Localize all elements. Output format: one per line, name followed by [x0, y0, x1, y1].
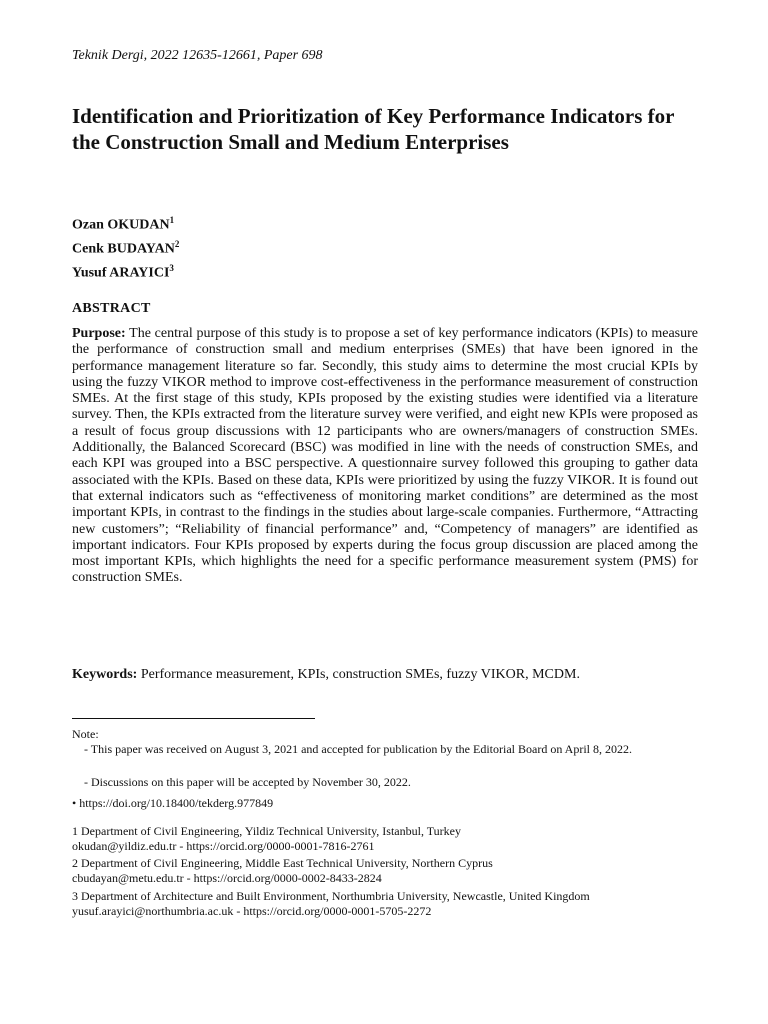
author-2: Cenk BUDAYAN$^2$	[72, 239, 180, 257]
note-label: Note:	[72, 727, 99, 741]
note-item-discussions: - Discussions on this paper will be accepted by November 30, 2022.	[84, 775, 411, 789]
author-list	[72, 211, 179, 283]
keywords-text: Performance measurement, KPIs, construction SMEs, fuzzy VIKOR, MCDM.	[140, 667, 580, 682]
journal-citation: Teknik Dergi, 2022 12635-12661, Paper 698	[72, 48, 323, 63]
note-item-received: - This paper was received on August 3, 2021 and accepted for publication by the Editorial Board on April 8, 2022.	[84, 742, 632, 756]
affiliation-1: 1 Department of Civil Engineering, Yildiz Technical University, Istanbul, Turkey okudan@yildiz.edu.tr - https://orcid.org/0000-0001-7816-2761	[72, 824, 461, 853]
author-3: Yusuf ARAYICI$^3$	[72, 263, 174, 281]
author-1: Ozan OKUDAN$^1$	[72, 215, 175, 233]
doi-link[interactable]: • https://doi.org/10.18400/tekderg.977849	[72, 796, 274, 810]
affiliation-3: 3 Department of Architecture and Built Environment, Northumbria University, Newcastle, United Kingdom yusuf.arayici@northumbria.ac.uk - https://orcid.org/0000-0001-5705-2272	[72, 889, 590, 918]
paper-title: Identification and Prioritization of Key Performance Indicators for the Construction Small and Medium Enterprises	[72, 104, 675, 154]
affiliation-2: 2 Department of Civil Engineering, Middle East Technical University, Northern Cyprus cbudayan@metu.edu.tr - https://orcid.org/0000-0002-8433-2824	[72, 856, 493, 885]
keywords-label: Keywords:	[72, 667, 138, 682]
purpose-label: Purpose:	[72, 326, 126, 341]
abstract-body	[72, 326, 698, 587]
footnote-divider	[72, 718, 315, 719]
keywords	[72, 666, 698, 683]
abstract-text: The central purpose of this study is to propose a set of key performance indicators (KPIs) to measure the performance of construction small and medium enterprises (SMEs) that have been ignored in the performance management literature so far. Secondly, this study aims to determine the most crucial KPIs by using the fuzzy VIKOR method to improve cost-effectiveness in the performance measurement of construction SMEs. At the first stage of this study, KPIs proposed by the existing studies were identified via a literature survey. Then, the KPIs extracted from the literature survey were verified, and eight new KPIs were proposed as a result of focus group discussions with 12 participants who are owners/managers of construction SMEs. Additionally, the Balanced Scorecard (BSC) was modified in line with the needs of construction SMEs, and each KPI was grouped into a BSC perspective. A questionnaire survey followed this grouping to gather data associated with the KPIs. Based on these data, KPIs were prioritized by using the fuzzy VIKOR. It is found out that external indicators such as “effectiveness of monitoring market conditions” are determined as the most important KPIs, in contrast to the findings in the studies about large-scale companies. Furthermore, “Attracting new customers”; “Reliability of financial performance” and, “Competency of managers” are identified as important indicators. Four KPIs proposed by experts during the focus group discussion are placed among the most important KPIs, which highlights the need for a specific performance measurement system (PMS) for construction SMEs.	[72, 326, 698, 586]
abstract-heading: ABSTRACT	[72, 301, 151, 316]
